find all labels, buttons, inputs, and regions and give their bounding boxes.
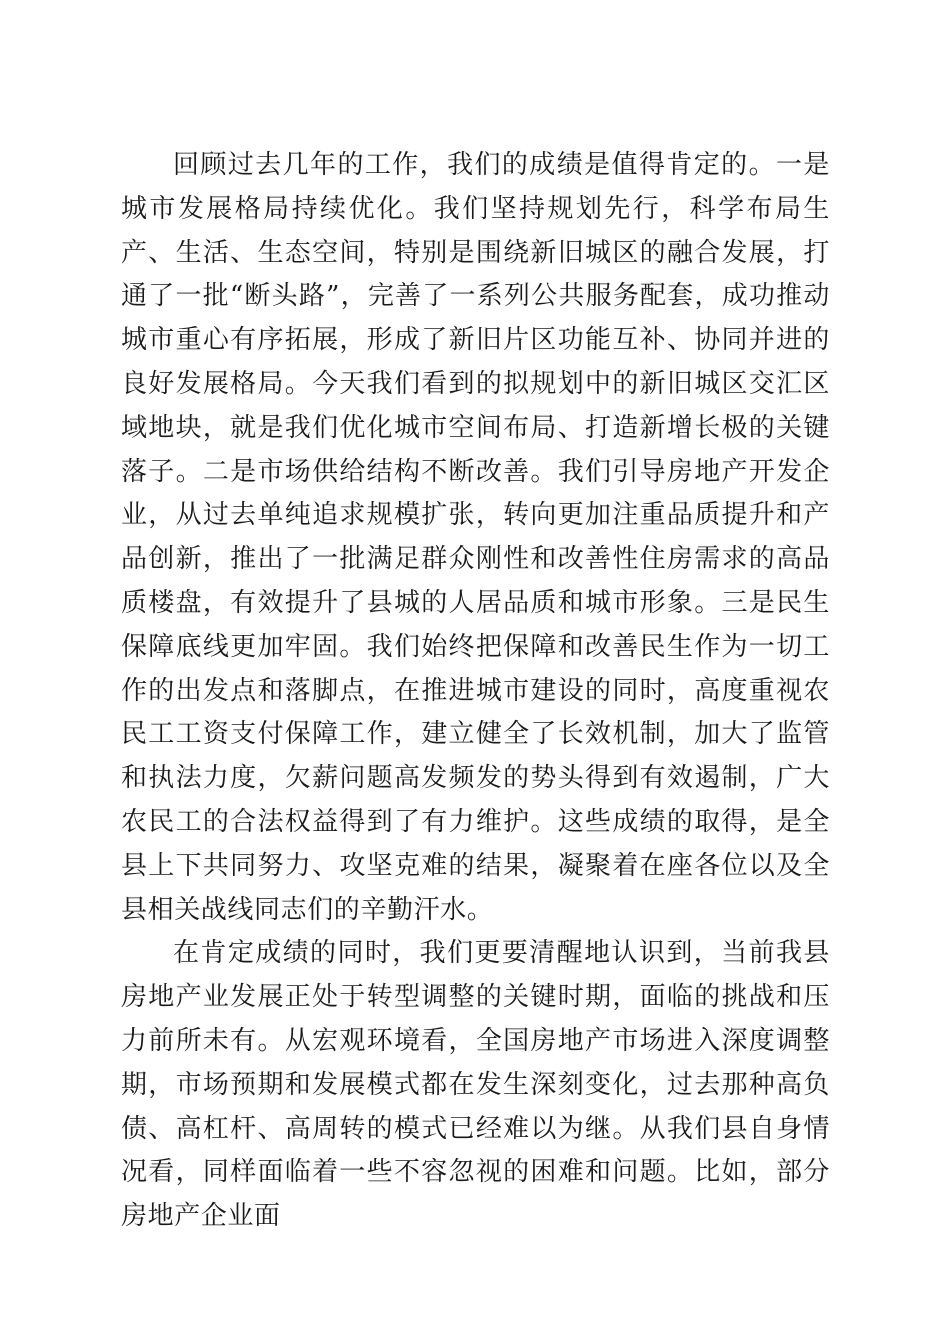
body-text xyxy=(121,144,830,1239)
paragraph-challenges: 在肯定成绩的同时，我们更要清醒地认识到，当前我县房地产业发展正处于转型调整的关键时期，面临的挑战和压力前所未有。从宏观环境看，全国房地产市场进入深度调整期，市场预期和发展模式都在发生深刻变化，过去那种高负债、高杠杆、高周转的模式已经难以为继。从我们县自身情况看，同样面临着一些不容忽视的困难和问题。比如，部分房地产企业面 xyxy=(121,938,830,1232)
paragraph-achievements: 回顾过去几年的工作，我们的成绩是值得肯定的。一是城市发展格局持续优化。我们坚持规划先行，科学布局生产、生活、生态空间，特别是围绕新旧城区的融合发展，打通了一批“断头路”，完善了一系列公共服务配套，成功推动城市重心有序拓展，形成了新旧片区功能互补、协同并进的良好发展格局。今天我们看到的拟规划中的新旧城区交汇区域地块，就是我们优化城市空间布局、打造新增长极的关键落子。二是市场供给结构不断改善。我们引导房地产开发企业，从过去单纯追求规模扩张，转向更加注重品质提升和产品创新，推出了一批满足群众刚性和改善性住房需求的高品质楼盘，有效提升了县城的人居品质和城市形象。三是民生保障底线更加牢固。我们始终把保障和改善民生作为一切工作的出发点和落脚点，在推进城市建设的同时，高度重视农民工工资支付保障工作，建立健全了长效机制，加大了监管和执法力度，欠薪问题高发频发的势头得到有效遏制，广大农民工的合法权益得到了有力维护。这些成绩的取得，是全县上下共同努力、攻坚克难的结果，凝聚着在座各位以及全县相关战线同志们的辛勤汗水。 xyxy=(121,150,830,925)
